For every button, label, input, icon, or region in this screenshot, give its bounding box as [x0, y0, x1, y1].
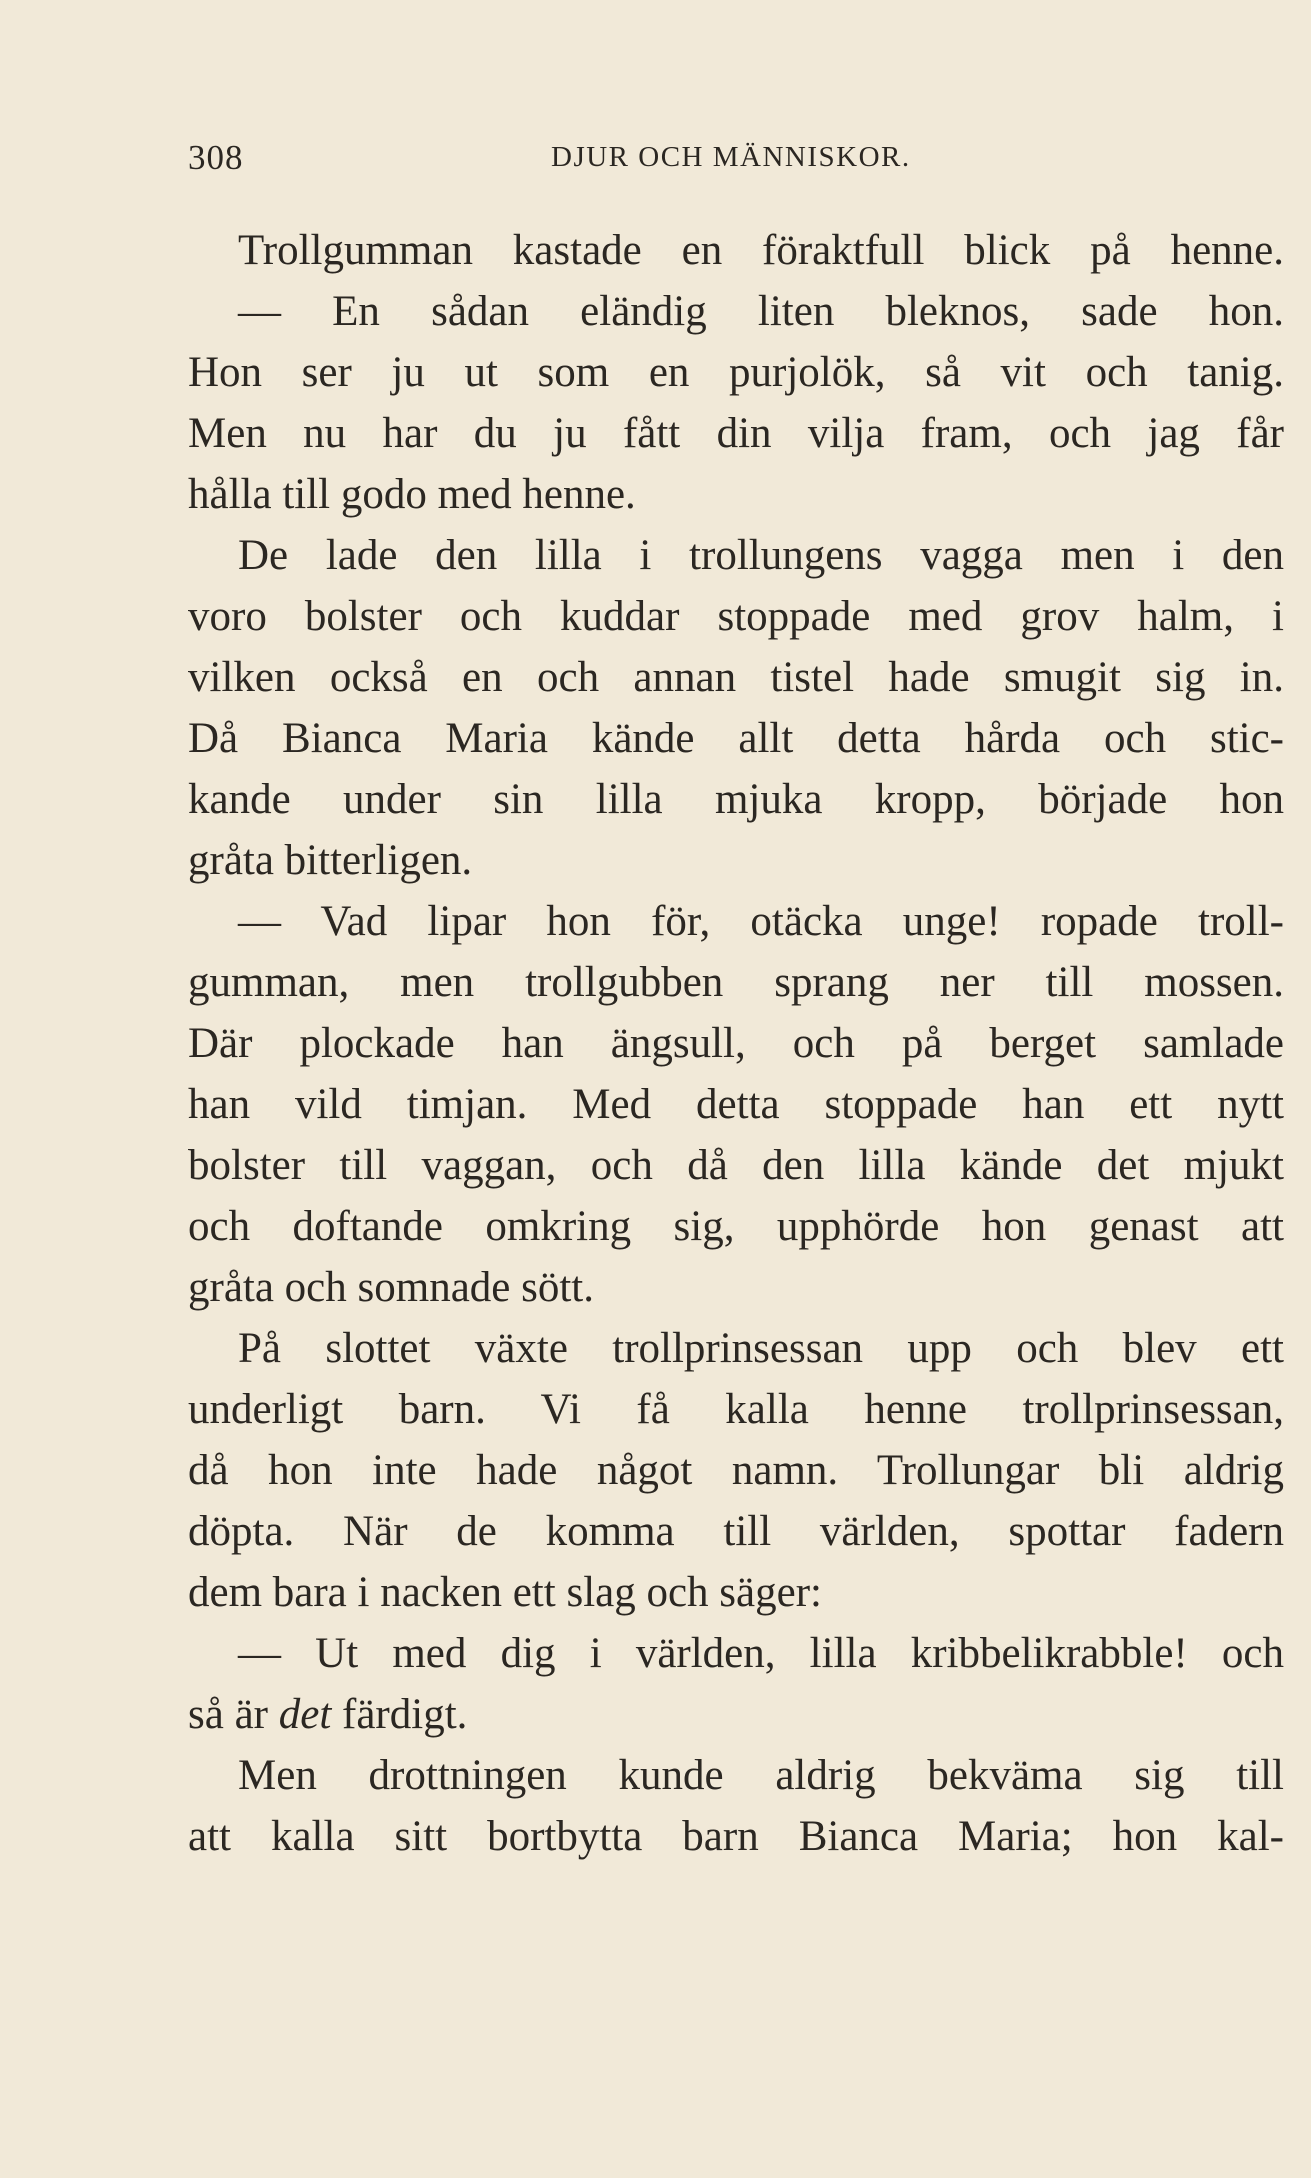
text-line: voro bolster och kuddar stoppade med grov halm, i [188, 593, 1284, 640]
text-line: Då Bianca Maria kände allt detta hårda och stic- [188, 715, 1284, 762]
text-line: han vild timjan. Med detta stoppade han ett nytt [188, 1081, 1284, 1128]
text-line: vilken också en och annan tistel hade smugit sig in. [188, 654, 1284, 701]
text-line-with-emphasis [188, 1684, 1284, 1745]
text-line: gumman, men trollgubben sprang ner till mossen. [188, 959, 1284, 1006]
text-line: gråta bitterligen. [188, 837, 473, 884]
text-line: gråta och somnade sött. [188, 1264, 595, 1311]
text-line: Trollgumman kastade en föraktfull blick på henne. [238, 227, 1284, 274]
text-line: då hon inte hade något namn. Trollungar bli aldrig [188, 1447, 1284, 1494]
text-line: kande under sin lilla mjuka kropp, började hon [188, 776, 1284, 823]
text-line: underligt barn. Vi få kalla henne trollprinsessan, [188, 1386, 1284, 1433]
running-title: DJUR OCH MÄNNISKOR. [551, 141, 911, 173]
text-line: Hon ser ju ut som en purjolök, så vit och tanig. [188, 349, 1284, 396]
text-line: — Ut med dig i världen, lilla kribbelikrabble! och [238, 1630, 1284, 1677]
body-text [188, 220, 1284, 1867]
text-line: — Vad lipar hon för, otäcka unge! ropade troll- [238, 898, 1284, 945]
text-line: döpta. När de komma till världen, spottar fadern [188, 1508, 1284, 1555]
text-span: så är [188, 1691, 279, 1738]
text-line: På slottet växte trollprinsessan upp och blev ett [238, 1325, 1284, 1372]
text-line: Men drottningen kunde aldrig bekväma sig till [238, 1752, 1284, 1799]
text-line: hålla till godo med henne. [188, 471, 636, 518]
text-line: De lade den lilla i trollungens vagga men i den [238, 532, 1284, 579]
text-line: dem bara i nacken ett slag och säger: [188, 1569, 822, 1616]
running-head [188, 138, 1278, 178]
text-line: Där plockade han ängsull, och på berget samlade [188, 1020, 1284, 1067]
text-span: färdigt. [331, 1691, 468, 1738]
page-number: 308 [188, 138, 244, 177]
text-line: att kalla sitt bortbytta barn Bianca Maria; hon kal- [188, 1813, 1284, 1860]
emphasized-word: det [278, 1691, 332, 1738]
text-line: — En sådan eländig liten bleknos, sade hon. [238, 288, 1284, 335]
text-line: och doftande omkring sig, upphörde hon genast att [188, 1203, 1284, 1250]
text-line: bolster till vaggan, och då den lilla kände det mjukt [188, 1142, 1284, 1189]
text-line: Men nu har du ju fått din vilja fram, och jag får [188, 410, 1284, 457]
